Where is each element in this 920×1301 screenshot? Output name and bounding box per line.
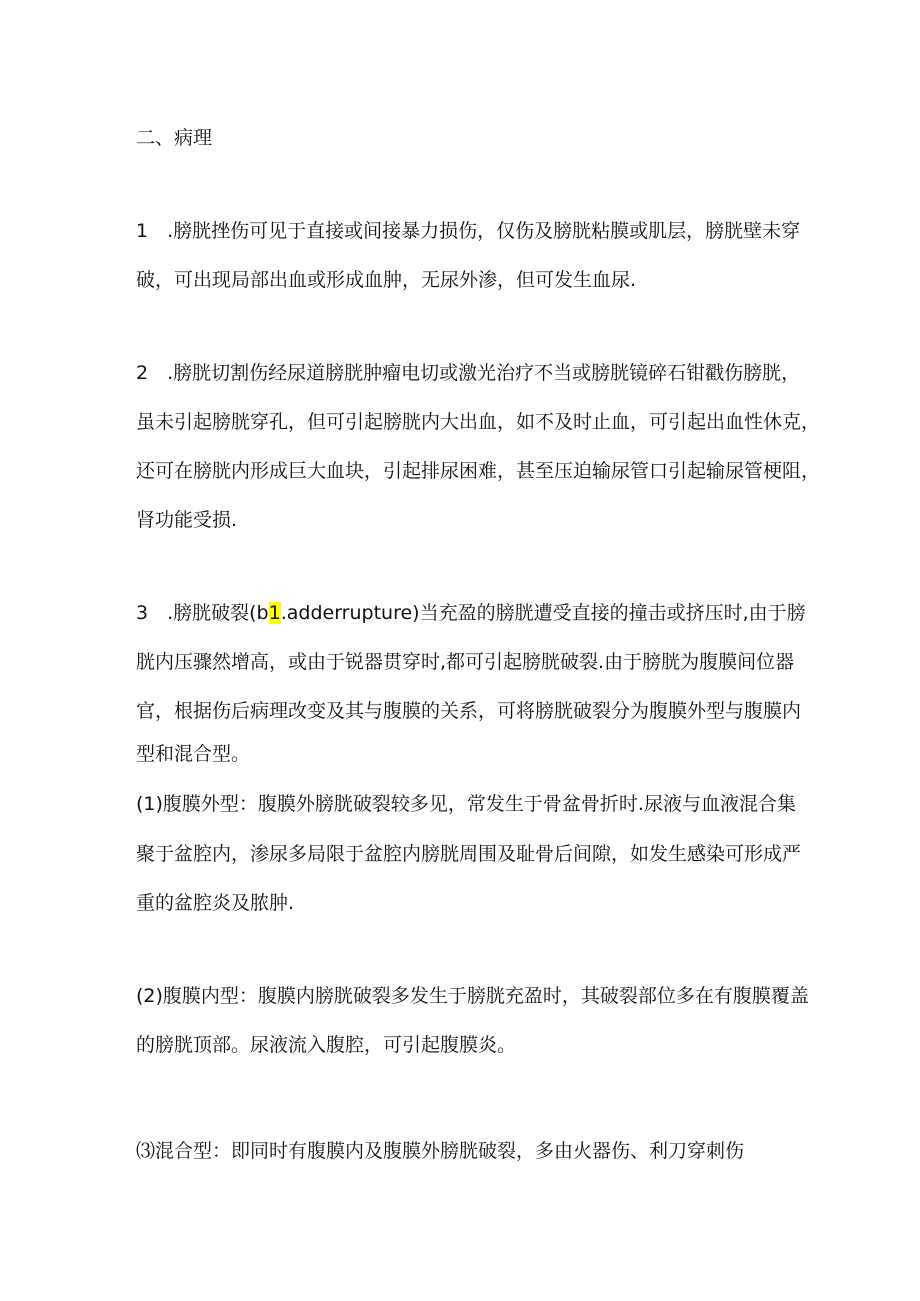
paragraph-2-line-2: 虽未引起膀胱穿孔，但可引起膀胱内大出血，如不及时止血，可引起出血性休克， bbox=[136, 411, 821, 433]
paragraph-3-line-3: 官，根据伤后病理改变及其与腹膜的关系，可将膀胱破裂分为腹膜外型与腹膜内 bbox=[136, 700, 802, 722]
paragraph-4-line-3: 重的盆腔炎及脓肿. bbox=[136, 892, 295, 914]
paragraph-5-line-2: 的膀胱顶部。尿液流入腹腔，可引起腹膜炎。 bbox=[136, 1034, 517, 1056]
highlighted-text: 1 bbox=[268, 602, 281, 624]
paragraph-3-line-4: 型和混合型。 bbox=[136, 743, 251, 765]
paragraph-2-line-3: 还可在膀胱内形成巨大血块，引起排尿困难，甚至压迫输尿管口引起输尿管梗阻， bbox=[136, 460, 821, 482]
paragraph-3-line-1-after: .adderrupture)当充盈的膀胱遭受直接的撞击或挤压时,由于膀 bbox=[280, 602, 806, 624]
paragraph-5-line-1: (2)腹膜内型：腹膜内膀胱破裂多发生于膀胱充盈时，其破裂部位多在有腹膜覆盖 bbox=[136, 985, 809, 1007]
paragraph-2-line-4: 肾功能受损. bbox=[136, 509, 238, 531]
section-heading: 二、病理 bbox=[136, 127, 213, 149]
paragraph-4-line-1: (1)腹膜外型：腹膜外膀胱破裂较多见，常发生于骨盆骨折时.尿液与血液混合集 bbox=[136, 793, 796, 815]
paragraph-1-line-2: 破，可出现局部出血或形成血肿，无尿外渗，但可发生血尿. bbox=[136, 269, 637, 291]
paragraph-2-line-1: 2 .膀胱切割伤经尿道膀胱肿瘤电切或激光治疗不当或膀胱镜碎石钳戳伤膀胱， bbox=[136, 362, 801, 384]
paragraph-1-line-1: 1 .膀胱挫伤可见于直接或间接暴力损伤，仅伤及膀胱粘膜或肌层，膀胱壁未穿 bbox=[136, 220, 801, 242]
paragraph-3-line-1-before: 3 .膀胱破裂(b bbox=[136, 602, 269, 624]
paragraph-4-line-2: 聚于盆腔内，渗尿多局限于盆腔内膀胱周围及耻骨后间隙，如发生感染可形成严 bbox=[136, 843, 802, 865]
paragraph-3-line-2: 胱内压骤然增高，或由于锐器贯穿时,都可引起膀胱破裂.由于膀胱为腹膜间位器 bbox=[136, 651, 795, 673]
paragraph-6-line-1: ⑶混合型：即同时有腹膜内及腹膜外膀胱破裂，多由火器伤、利刀穿刺伤 bbox=[136, 1140, 745, 1162]
paragraph-3-line-1 bbox=[136, 601, 806, 625]
